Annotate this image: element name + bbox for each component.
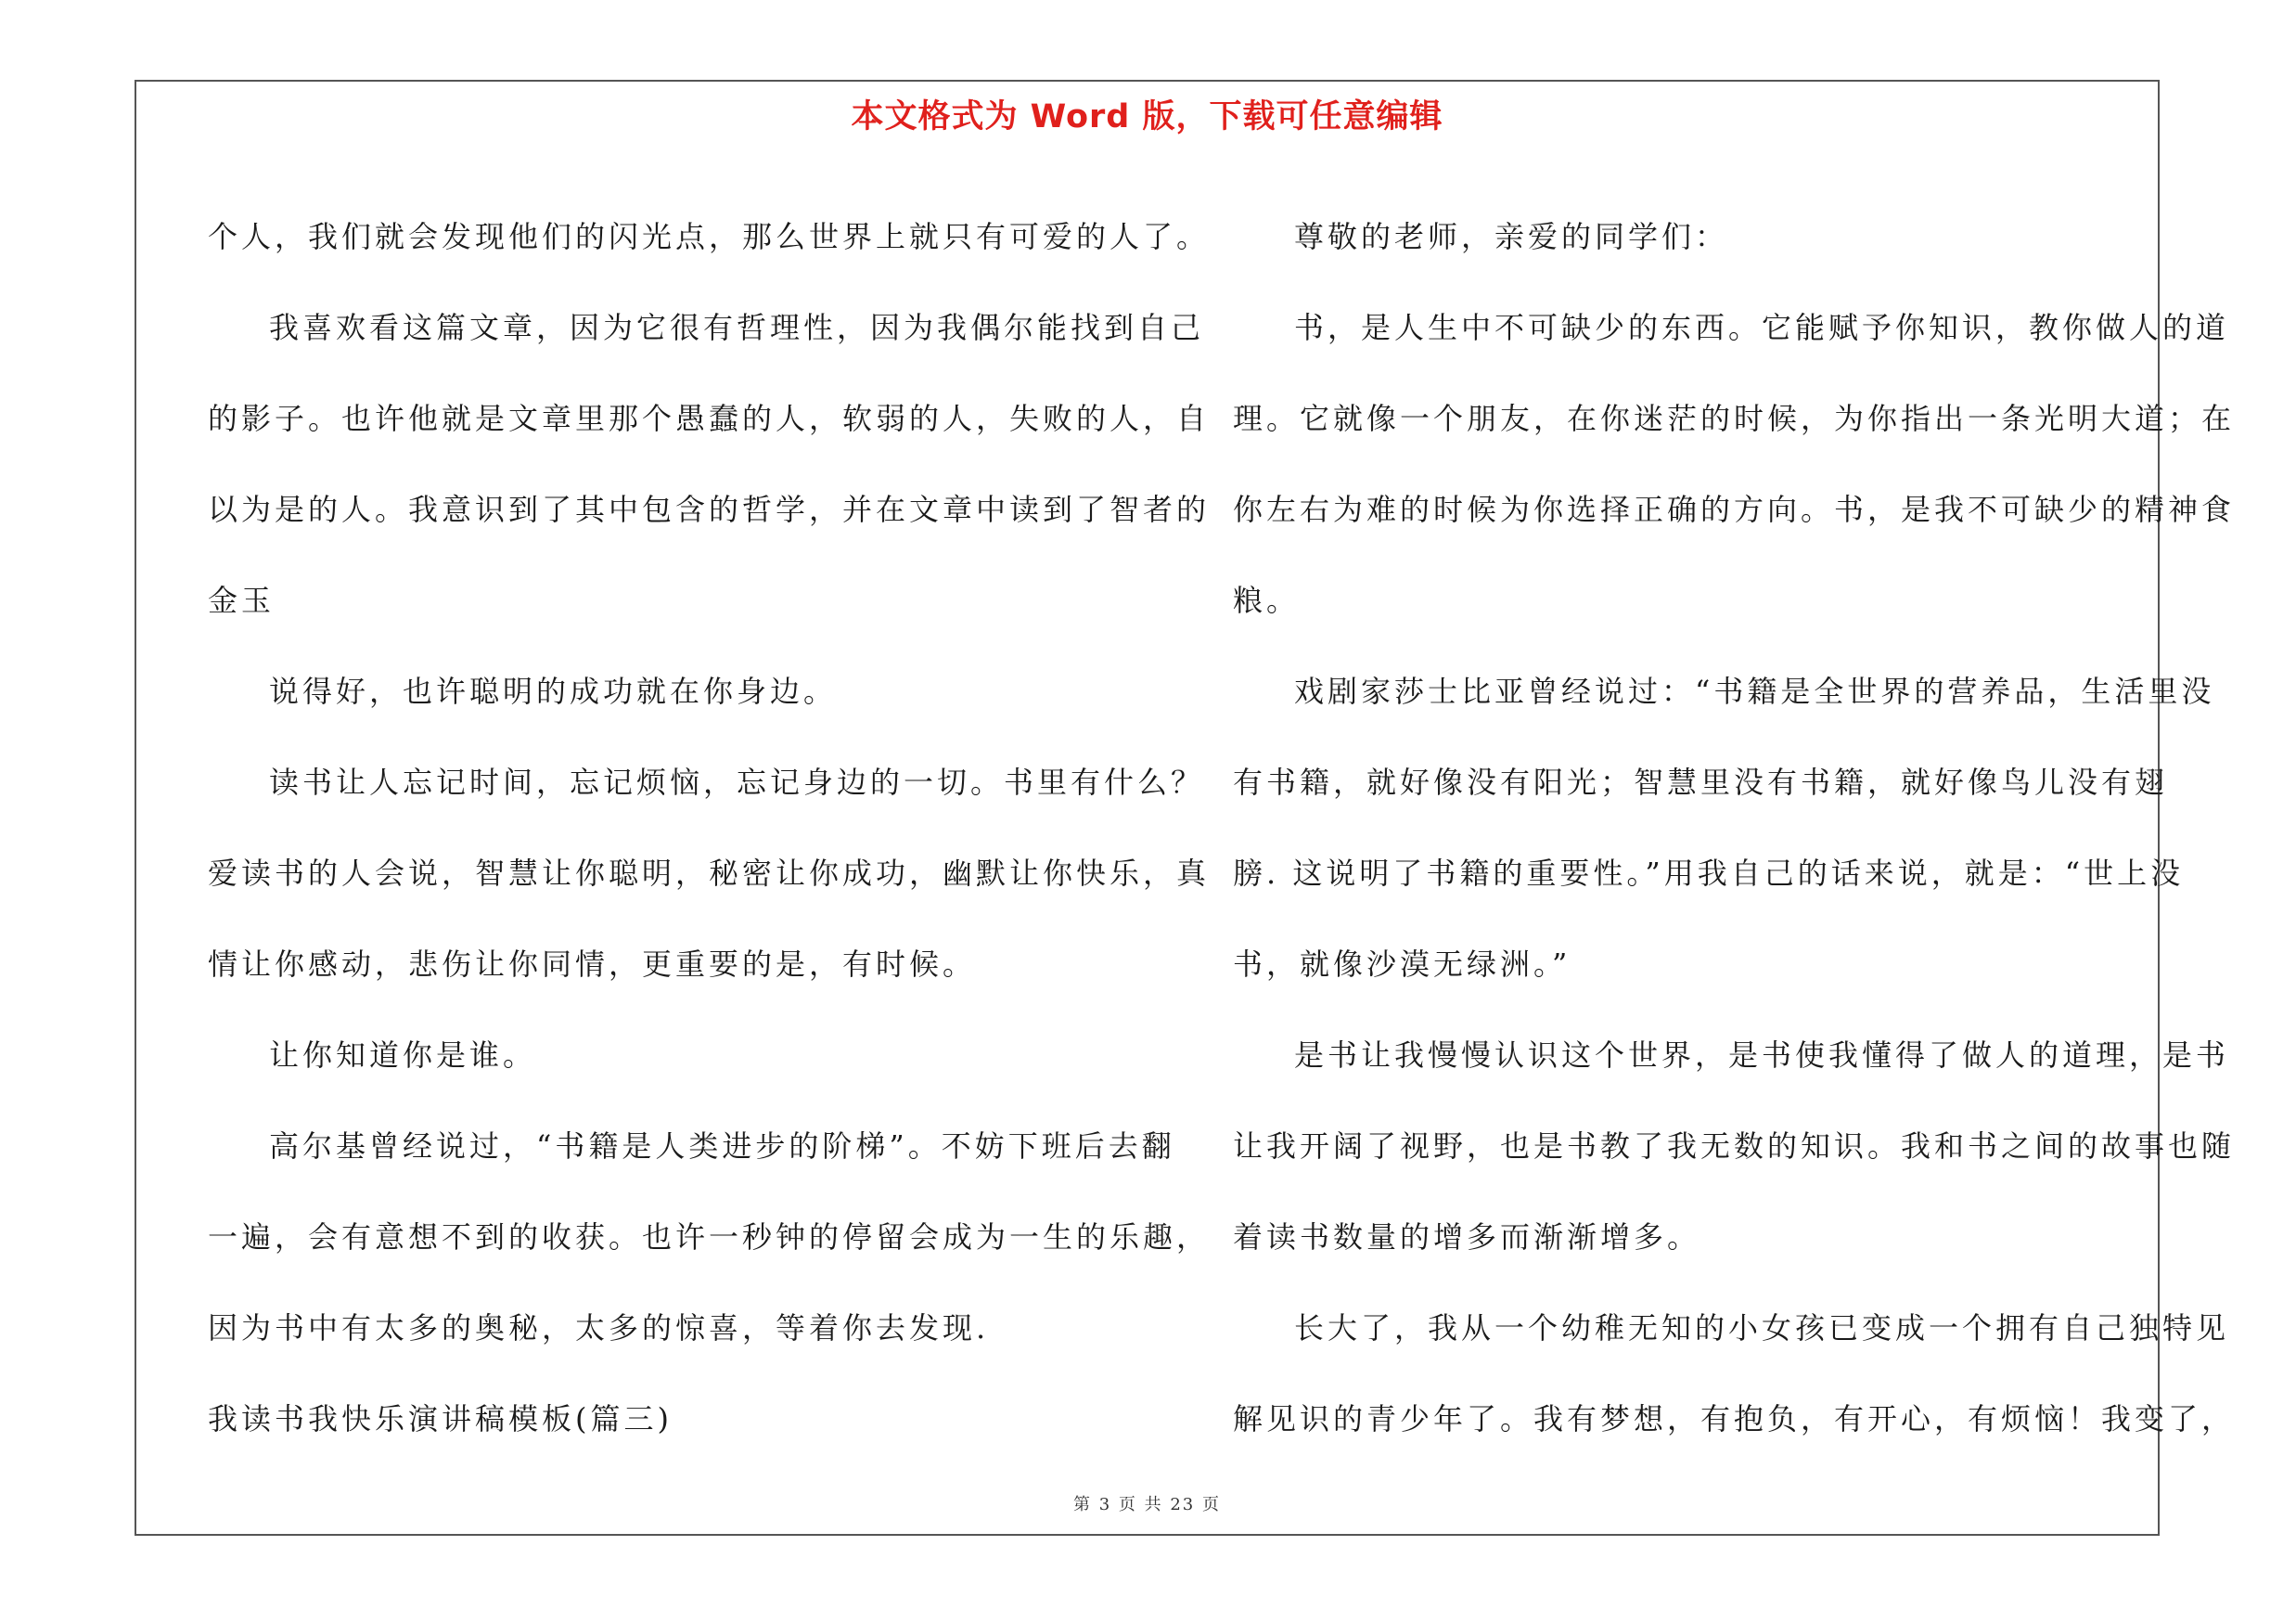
text-line: 我喜欢看这篇文章，因为它很有哲理性，因为我偶尔能找到自己 bbox=[269, 310, 1205, 345]
right-column bbox=[1233, 191, 2236, 1464]
text-line: 让你知道你是谁。 bbox=[269, 1037, 537, 1073]
text-line: 粮。 bbox=[1233, 583, 1301, 618]
text-line: 以为是的人。我意识到了其中包含的哲学，并在文章中读到了智者的 bbox=[208, 492, 1211, 527]
page-number: 第 3 页 共 23 页 bbox=[1073, 1495, 1221, 1514]
left-column bbox=[208, 191, 1211, 1464]
text-line: 膀. 这说明了书籍的重要性。”用我自己的话来说，就是：“世上没 bbox=[1233, 856, 2185, 891]
text-line: 尊敬的老师，亲爱的同学们： bbox=[1294, 219, 1729, 254]
text-line: 情让你感动，悲伤让你同情，更重要的是，有时候。 bbox=[208, 947, 977, 982]
document-page bbox=[135, 80, 2236, 1536]
text-line: 的影子。也许他就是文章里那个愚蠢的人，软弱的人，失败的人，自 bbox=[208, 401, 1211, 436]
text-line: 让我开阔了视野，也是书教了我无数的知识。我和书之间的故事也随 bbox=[1233, 1128, 2236, 1164]
text-line: 你左右为难的时候为你选择正确的方向。书，是我不可缺少的精神食 bbox=[1233, 492, 2236, 527]
text-line: 理。它就像一个朋友，在你迷茫的时候，为你指出一条光明大道；在 bbox=[1233, 401, 2236, 436]
text-line: 书，是人生中不可缺少的东西。它能赋予你知识，教你做人的道 bbox=[1294, 310, 2230, 345]
header-banner: 本文格式为 Word 版，下载可任意编辑 bbox=[851, 98, 1443, 135]
text-line: 长大了，我从一个幼稚无知的小女孩已变成一个拥有自己独特见 bbox=[1294, 1310, 2230, 1346]
text-line: 书，就像沙漠无绿洲。” bbox=[1233, 947, 1571, 982]
text-line: 是书让我慢慢认识这个世界，是书使我懂得了做人的道理，是书 bbox=[1294, 1037, 2230, 1073]
text-line: 个人，我们就会发现他们的闪光点，那么世界上就只有可爱的人了。 bbox=[208, 219, 1211, 254]
text-line: 有书籍，就好像没有阳光；智慧里没有书籍，就好像鸟儿没有翅 bbox=[1233, 765, 2169, 800]
text-line: 一遍，会有意想不到的收获。也许一秒钟的停留会成为一生的乐趣， bbox=[208, 1219, 1211, 1255]
text-line: 说得好，也许聪明的成功就在你身边。 bbox=[269, 674, 838, 709]
text-line: 因为书中有太多的奥秘，太多的惊喜，等着你去发现. bbox=[208, 1310, 990, 1346]
text-line: 解见识的青少年了。我有梦想，有抱负，有开心，有烦恼！我变了， bbox=[1233, 1401, 2236, 1436]
section-heading: 我读书我快乐演讲稿模板(篇三) bbox=[208, 1401, 673, 1436]
text-line: 戏剧家莎士比亚曾经说过：“书籍是全世界的营养品，生活里没 bbox=[1294, 674, 2215, 709]
text-line: 爱读书的人会说，智慧让你聪明，秘密让你成功，幽默让你快乐，真 bbox=[208, 856, 1211, 891]
text-line: 高尔基曾经说过，“书籍是人类进步的阶梯”。不妨下班后去翻 bbox=[269, 1128, 1175, 1164]
text-line: 着读书数量的增多而渐渐增多。 bbox=[1233, 1219, 1701, 1255]
text-line: 金玉 bbox=[208, 583, 276, 618]
text-line: 读书让人忘记时间，忘记烦恼，忘记身边的一切。书里有什么？ bbox=[269, 765, 1205, 800]
